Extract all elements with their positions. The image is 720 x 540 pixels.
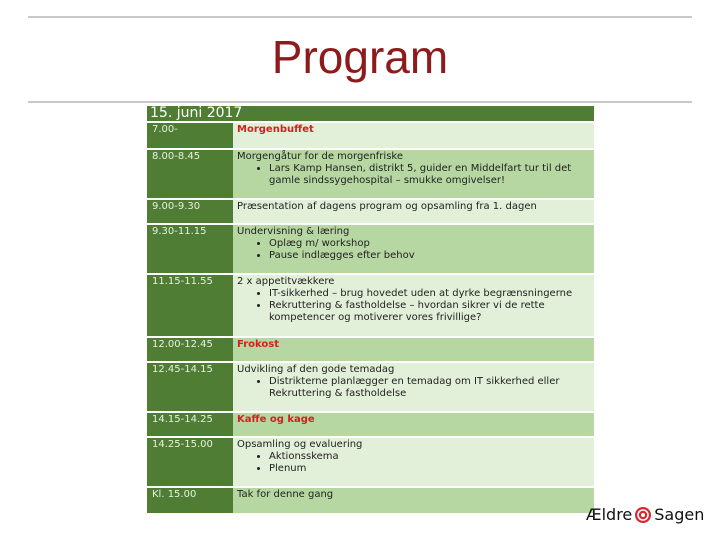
activity-title: 2 x appetitvækkere	[237, 276, 335, 287]
activity-title: Udvikling af den gode temadag	[237, 364, 395, 375]
top-divider	[28, 16, 692, 18]
activity-item: • Lars Kamp Hansen, distrikt 5, guider en Middelfart tur til det gamle sindssygehospital – smukke omgivelser!	[269, 163, 594, 187]
title-divider	[28, 101, 692, 103]
logo-text-left: Ældre	[586, 505, 633, 524]
date-header: 15. juni 2017	[147, 106, 594, 121]
program-row	[147, 336, 594, 361]
activity-list	[237, 163, 594, 187]
slide-title: Program	[271, 31, 449, 83]
time-cell: 9.00-9.30	[147, 200, 233, 223]
activity-title: Morgenbuffet	[237, 124, 314, 135]
activity-cell	[233, 123, 594, 148]
spiral-icon	[634, 506, 652, 524]
program-row	[147, 361, 594, 411]
program-table	[147, 106, 594, 513]
time-cell: 12.45-14.15	[147, 363, 233, 411]
program-row	[147, 436, 594, 486]
activity-title: Kaffe og kage	[237, 414, 315, 425]
activity-list	[237, 288, 594, 324]
time-cell: 8.00-8.45	[147, 150, 233, 198]
activity-cell	[233, 438, 594, 486]
program-row	[147, 223, 594, 273]
time-cell: 11.15-11.55	[147, 275, 233, 336]
time-cell: 14.25-15.00	[147, 438, 233, 486]
program-row	[147, 198, 594, 223]
activity-title: Morgengåtur for de morgenfriske	[237, 151, 403, 162]
program-row	[147, 148, 594, 198]
activity-title: Tak for denne gang	[237, 489, 334, 500]
activity-item: • Oplæg m/ workshop	[269, 238, 594, 250]
logo-text-right: Sagen	[654, 505, 705, 524]
activity-title: Opsamling og evaluering	[237, 439, 363, 450]
time-cell: Kl. 15.00	[147, 488, 233, 513]
activity-list	[237, 238, 594, 262]
activity-list	[237, 376, 594, 400]
activity-cell	[233, 275, 594, 336]
activity-item: • Distrikterne planlægger en temadag om IT sikkerhed eller Rekruttering & fastholdelse	[269, 376, 594, 400]
program-row	[147, 486, 594, 513]
activity-cell	[233, 338, 594, 361]
activity-list	[237, 451, 594, 475]
activity-cell	[233, 200, 594, 223]
activity-title: Frokost	[237, 339, 279, 350]
activity-title: Præsentation af dagens program og opsamling fra 1. dagen	[237, 201, 537, 212]
time-cell: 9.30-11.15	[147, 225, 233, 273]
activity-cell	[233, 150, 594, 198]
time-cell: 12.00-12.45	[147, 338, 233, 361]
activity-cell	[233, 225, 594, 273]
activity-item: • IT-sikkerhed – brug hovedet uden at dyrke begrænsningerne	[269, 288, 594, 300]
time-cell: 7.00-	[147, 123, 233, 148]
program-row	[147, 273, 594, 336]
program-row	[147, 411, 594, 436]
activity-item: • Pause indlægges efter behov	[269, 250, 594, 262]
program-row	[147, 121, 594, 148]
aeldre-sagen-logo	[586, 505, 704, 524]
activity-title: Undervisning & læring	[237, 226, 350, 237]
activity-item: • Rekruttering & fastholdelse – hvordan sikrer vi de rette kompetencer og motiverer vores frivillige?	[269, 300, 594, 324]
time-cell: 14.15-14.25	[147, 413, 233, 436]
activity-cell	[233, 413, 594, 436]
activity-cell	[233, 363, 594, 411]
activity-cell	[233, 488, 594, 513]
activity-item: • Aktionsskema	[269, 451, 594, 463]
activity-item: • Plenum	[269, 463, 594, 475]
